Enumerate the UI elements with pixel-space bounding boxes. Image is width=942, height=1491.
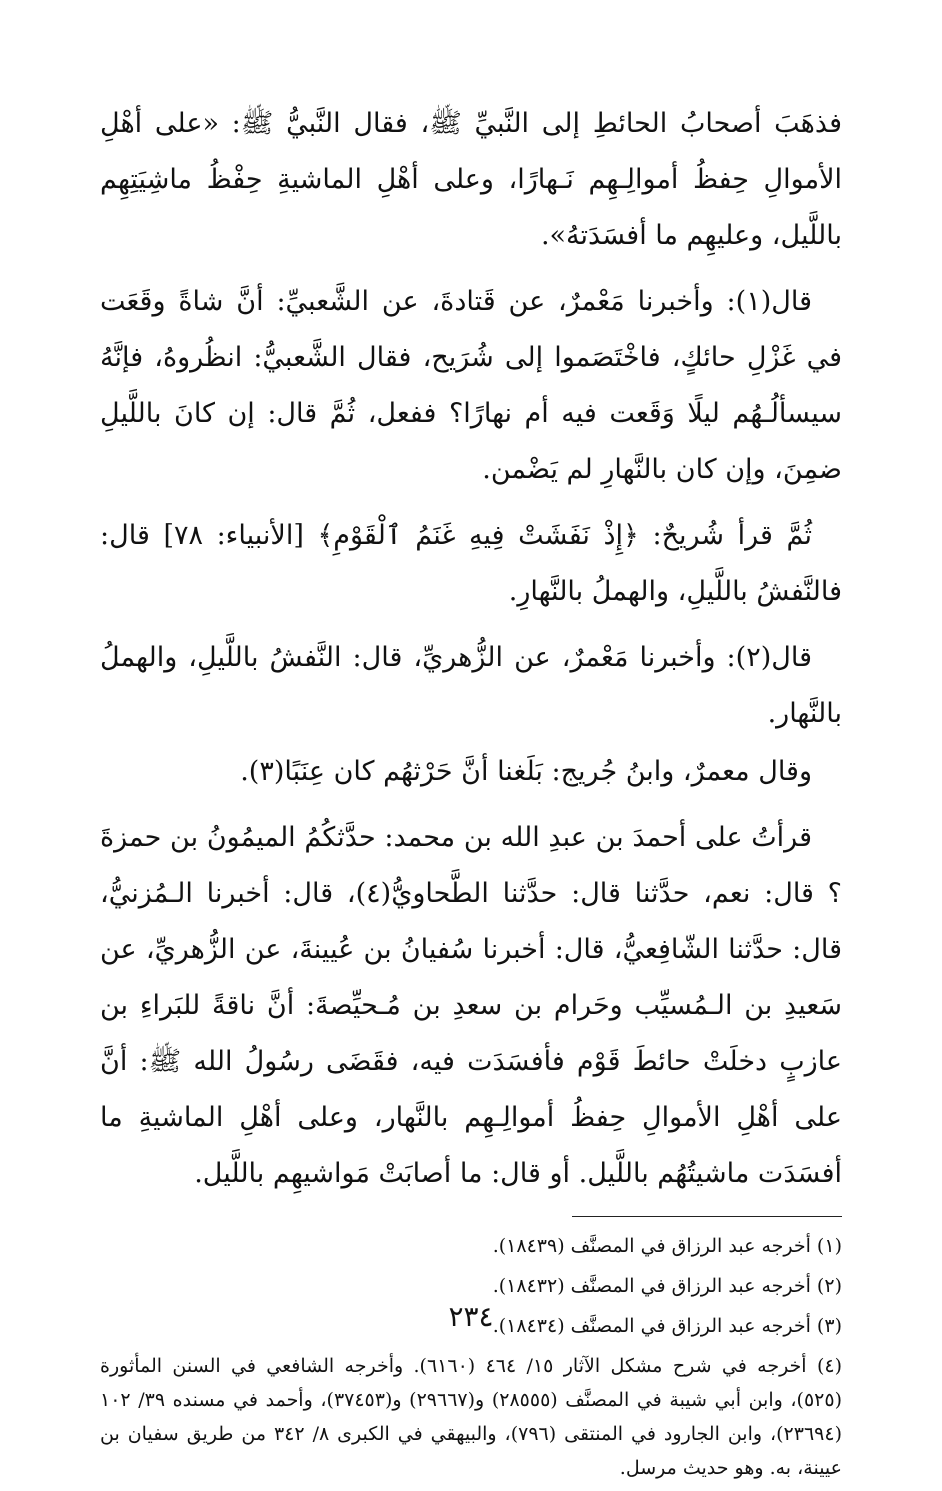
paragraph-2: قال(١): وأخبرنا مَعْمرٌ، عن قَتادةَ، عن الشَّعبيِّ: أنَّ شاةً وقَعَت في غَزْلِ حائكٍ، فاخْتَصَموا إلى شُرَيح، فقال الشَّعبيُّ: انظُروهُ، فإنَّهُ سيسألُـهُم ليلًا وَقَعت فيه أم نهارًا؟ ففعل، ثُمَّ قال: إن كانَ باللَّيلِ ضمِنَ، وإن كان بالنَّهارِ لم يَضْمن. bbox=[100, 286, 842, 485]
footnote-2: (٢) أخرجه عبد الرزاق في المصنَّف (١٨٤٣٢). bbox=[492, 1275, 842, 1297]
paragraph-3: ثُمَّ قرأ شُريحٌ: ﴿إِذْ نَفَشَتْ فِيهِ غَنَمُ ٱلْقَوْمِ﴾ [الأنبياء: ٧٨] قال: فالنَّفشُ باللَّيلِ، والهملُ بالنَّهارِ. bbox=[100, 520, 842, 607]
paragraph-4: قال(٢): وأخبرنا مَعْمرٌ، عن الزُّهريِّ، قال: النَّفشُ باللَّيلِ، والهملُ بالنَّهار. bbox=[100, 642, 842, 729]
page-number: ٢٣٤ bbox=[448, 1300, 494, 1333]
paragraph-1: فذهَبَ أصحابُ الحائطِ إلى النَّبيِّ ﷺ، فقال النَّبيُّ ﷺ: «على أهْلِ الأموالِ حِفظُ أموالِـهِم نَـهارًا، وعلى أهْلِ الماشيةِ حِفْظُ ماشِيَتِهِم باللَّيل، وعليهِم ما أفسَدَتهُ». bbox=[100, 108, 842, 251]
footnote-divider bbox=[572, 1216, 842, 1217]
footnotes bbox=[100, 1229, 842, 1485]
paragraph-6: قرأتُ على أحمدَ بن عبدِ الله بن محمد: حدَّثكُمُ الميمُونُ بن حمزةَ ؟ قال: نعم، حدَّثنا قال: حدَّثنا الطَّحاويُّ(٤)، قال: أخبرنا الـمُزنيُّ، قال: حدَّثنا الشّافِعيُّ، قال: أخبرنا سُفيانُ بن عُيينةَ، عن الزُّهريِّ، عن سَعيدِ بن الـمُسيِّب وحَرام بن سعدِ بن مُـحيِّصةَ: أنَّ ناقةً للبَراءِ بن عازبٍ دخلَتْ حائطَ قَوْم فأفسَدَت فيه، فقَضَى رسُولُ الله ﷺ: أنَّ على أهْلِ الأموالِ حِفظُ أموالِـهِم بالنَّهار، وعلى أهْلِ الماشيةِ ما أفسَدَت ماشيتُهُم باللَّيل. أو قال: ما أصابَتْ مَواشيهِم باللَّيل. bbox=[100, 822, 843, 1189]
paragraph-5: وقال معمرٌ، وابنُ جُريج: بَلَغنا أنَّ حَرْثهُم كان عِنَبًا(٣). bbox=[240, 756, 812, 787]
footnote-1: (١) أخرجه عبد الرزاق في المصنَّف (١٨٤٣٩). bbox=[492, 1235, 842, 1257]
footnote-4: (٤) أخرجه في شرح مشكل الآثار ١٥/ ٤٦٤ (٦١٦٠). وأخرجه الشافعي في السنن المأثورة (٥٢٥)، وابن أبي شيبة في المصنَّف (٢٨٥٥٥) و(٢٩٦٦٧) و(٣٧٤٥٣)، وأحمد في مسنده ٣٩/ ١٠٢ (٢٣٦٩٤)، وابن الجارود في المنتقى (٧٩٦)، والبيهقي في الكبرى ٨/ ٣٤٢ من طريق سفيان بن عيينة، به. وهو حديث مرسل. bbox=[100, 1355, 842, 1479]
page-body bbox=[100, 96, 842, 1491]
main-text bbox=[100, 96, 842, 1202]
footnote-3: (٣) أخرجه عبد الرزاق في المصنَّف (١٨٤٣٤). bbox=[492, 1315, 842, 1337]
